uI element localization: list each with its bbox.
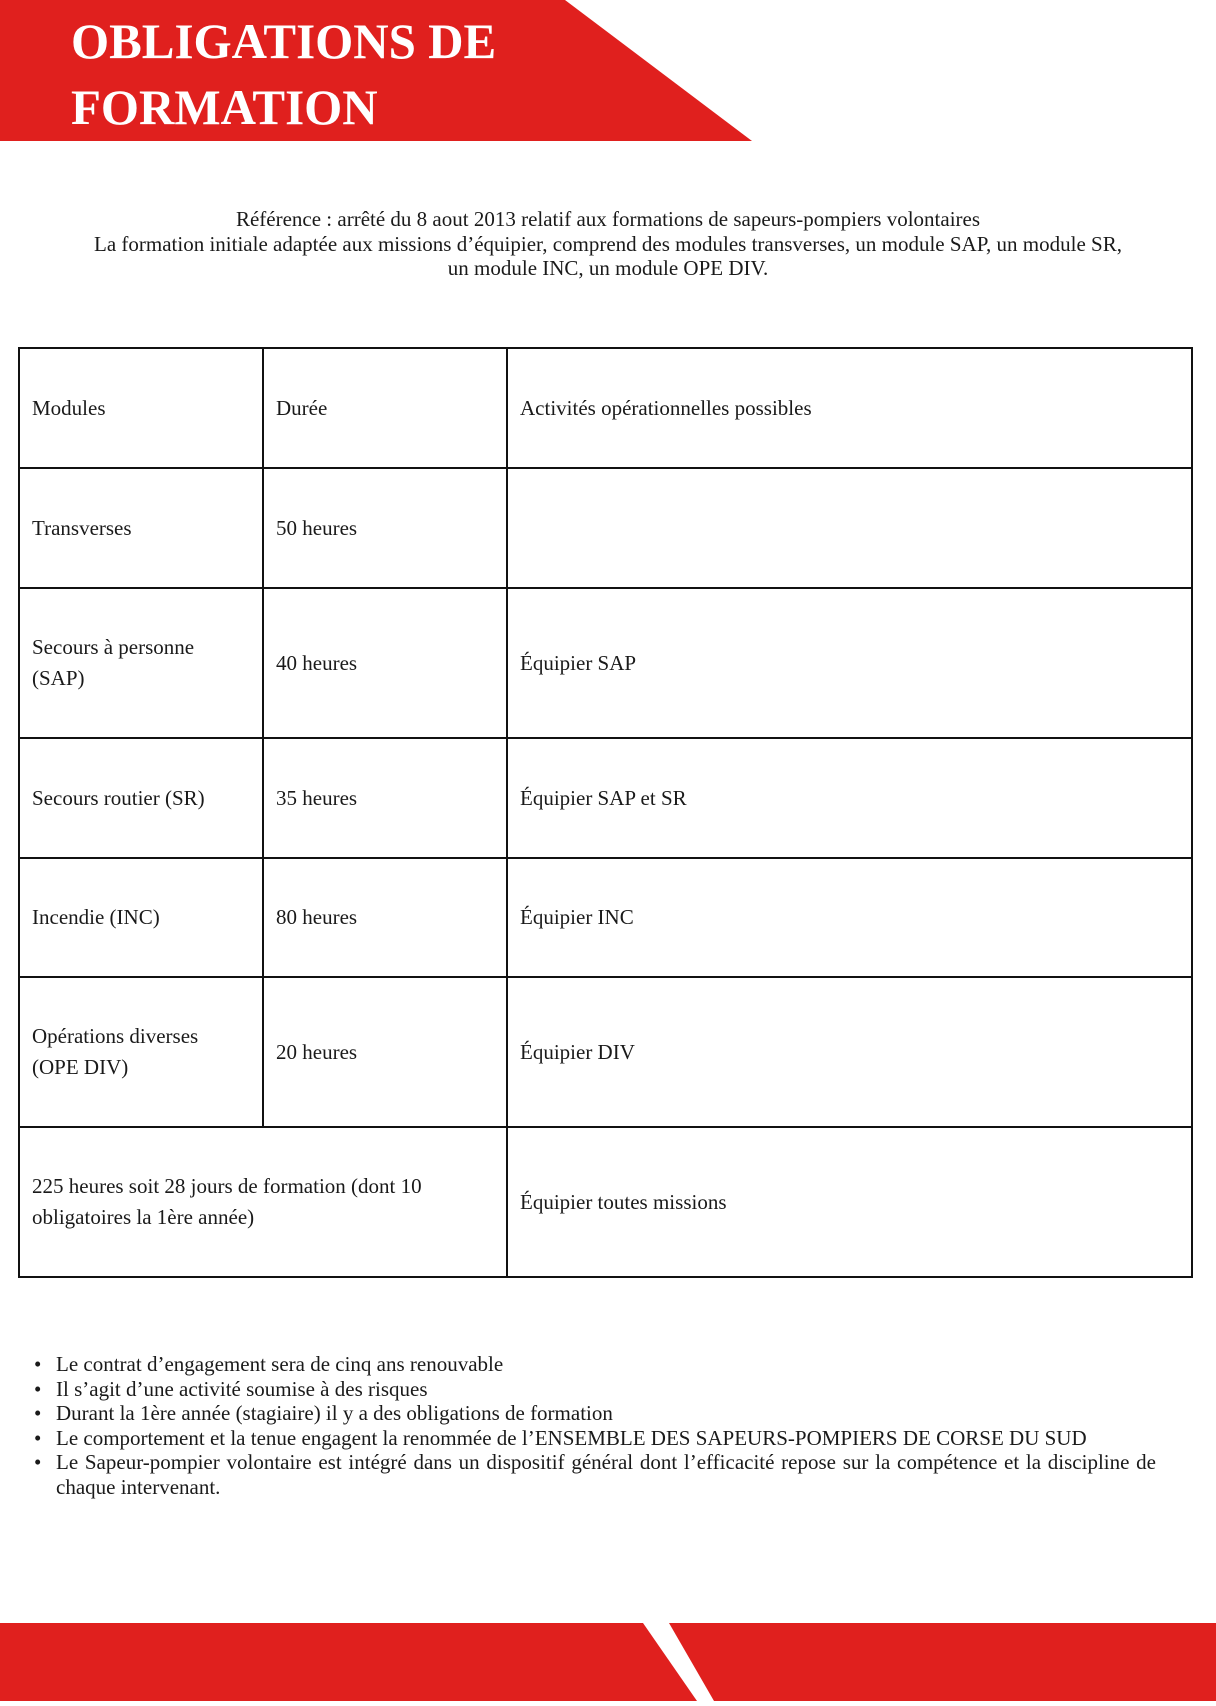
page-title (71, 8, 496, 140)
cell-duree: 35 heures (263, 738, 507, 858)
intro-line3: un module INC, un module OPE DIV. (447, 256, 769, 280)
table-row (19, 588, 1192, 738)
cell-duree: 40 heures (263, 588, 507, 738)
table-row (19, 858, 1192, 977)
notes-list (30, 1352, 1156, 1499)
cell-activite: Équipier SAP (507, 588, 1192, 738)
footer-band (0, 1623, 1216, 1701)
cell-activite (507, 468, 1192, 588)
cell-total: 225 heures soit 28 jours de formation (dont 10 obligatoires la 1ère année) (19, 1127, 507, 1277)
cell-duree: 20 heures (263, 977, 507, 1127)
cell-module: Secours à personne (SAP) (19, 588, 263, 738)
table-header-row (19, 348, 1192, 468)
bullet-icon: • (34, 1376, 42, 1401)
page-title-line2: FORMATION (71, 79, 378, 135)
table-row (19, 738, 1192, 858)
bullet-icon: • (34, 1352, 42, 1376)
header-duree: Durée (263, 348, 507, 468)
cell-module: Incendie (INC) (19, 858, 263, 977)
intro-text (0, 207, 1216, 281)
list-item: • Durant la 1ère année (stagiaire) il y a des obligations de formation (34, 1401, 613, 1425)
bullet-icon: • (34, 1450, 42, 1474)
header-modules: Modules (19, 348, 263, 468)
intro-reference: Référence : arrêté du 8 aout 2013 relatif aux formations de sapeurs-pompiers volontaires (235, 207, 981, 231)
cell-activite: Équipier INC (507, 858, 1192, 977)
cell-duree: 80 heures (263, 858, 507, 977)
cell-activite: Équipier SAP et SR (507, 738, 1192, 858)
table-row (19, 468, 1192, 588)
cell-module: Opérations diverses (OPE DIV) (19, 977, 263, 1127)
cell-duree: 50 heures (263, 468, 507, 588)
table-total-row (19, 1127, 1192, 1277)
bullet-icon: • (34, 1401, 42, 1425)
list-item: • Le contrat d’engagement sera de cinq ans renouvable (34, 1352, 504, 1376)
table-row (19, 977, 1192, 1127)
header-activites: Activités opérationnelles possibles (507, 348, 1192, 468)
list-item: • Il s’agit d’une activité soumise à des risques (34, 1376, 428, 1401)
cell-total-activite: Équipier toutes missions (507, 1127, 1192, 1277)
list-item: • Le comportement et la tenue engagent la renommée de l’ENSEMBLE DES SAPEURS-POMPIERS DE CORSE DU SUD (34, 1425, 1087, 1450)
bullet-icon: • (34, 1425, 42, 1450)
list-item: • Le Sapeur-pompier volontaire est intégré dans un dispositif général dont l’efficacité repose sur la compétence et la discipline de chaque intervenant. (34, 1450, 1156, 1499)
cell-module: Transverses (19, 468, 263, 588)
cell-activite: Équipier DIV (507, 977, 1192, 1127)
title-banner (0, 0, 760, 141)
cell-module: Secours routier (SR) (19, 738, 263, 858)
page-title-line1: OBLIGATIONS DE (71, 13, 497, 69)
modules-table (18, 347, 1193, 1278)
intro-line2: La formation initiale adaptée aux missions d’équipier, comprend des modules transverses, un module SAP, un module SR, (94, 231, 1122, 256)
footer-shape (0, 1623, 1216, 1701)
